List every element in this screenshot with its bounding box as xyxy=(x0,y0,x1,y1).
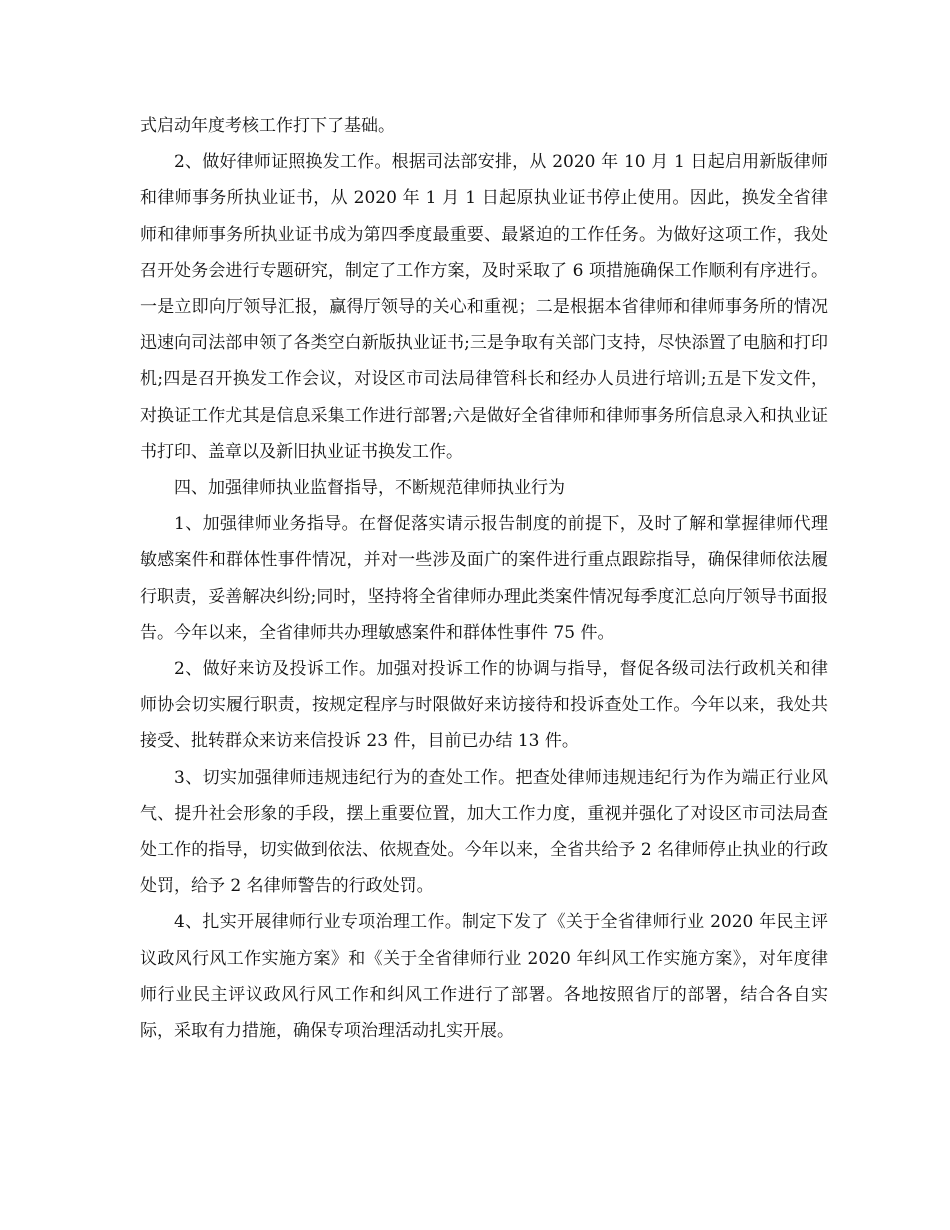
paragraph-license-renewal: 2、做好律师证照换发工作。根据司法部安排，从 2020 年 10 月 1 日起启用新版律师和律师事务所执业证书，从 2020 年 1 月 1 日起原执业证书停止使用。因此，换发全省律师和律师事务所执业证书成为第四季度最重要、最紧迫的工作任务。为做好这项工作，我处召开处务会进行专题研究，制定了工作方案，及时采取了 6 项措施确保工作顺利有序进行。一是立即向厅领导汇报，赢得厅领导的关心和重视；二是根据本省律师和律师事务所的情况迅速向司法部申领了各类空白新版执业证书;三是争取有关部门支持，尽快添置了电脑和打印机;四是召开换发工作会议，对设区市司法局律管科长和经办人员进行培训;五是下发文件，对换证工作尤其是信息采集工作进行部署;六是做好全省律师和律师事务所信息录入和执业证书打印、盖章以及新旧执业证书换发工作。 xyxy=(140,152,828,462)
paragraph-special-governance: 4、扎实开展律师行业专项治理工作。制定下发了《关于全省律师行业 2020 年民主评议政风行风工作实施方案》和《关于全省律师行业 2020 年纠风工作实施方案》，对年度律师行业民主评议政风行风工作和纠风工作进行了部署。各地按照省厅的部署，结合各自实际，采取有力措施，确保专项治理活动扎实开展。 xyxy=(140,912,828,1042)
paragraph-violations: 3、切实加强律师违规违纪行为的查处工作。把查处律师违规违纪行为作为端正行业风气、提升社会形象的手段，摆上重要位置，加大工作力度，重视并强化了对设区市司法局查处工作的指导，切实做到依法、依规查处。今年以来，全省共给予 2 名律师停止执业的行政处罚，给予 2 名律师警告的行政处罚。 xyxy=(140,767,828,897)
paragraph-complaints: 2、做好来访及投诉工作。加强对投诉工作的协调与指导，督促各级司法行政机关和律师协会切实履行职责，按规定程序与时限做好来访接待和投诉查处工作。今年以来，我处共接受、批转群众来访来信投诉 23 件，目前已办结 13 件。 xyxy=(140,659,828,752)
paragraph-business-guidance: 1、加强律师业务指导。在督促落实请示报告制度的前提下，及时了解和掌握律师代理敏感案件和群体性事件情况，并对一些涉及面广的案件进行重点跟踪指导，确保律师依法履行职责，妥善解决纠纷;同时，坚持将全省律师办理此类案件情况每季度汇总向厅领导书面报告。今年以来，全省律师共办理敏感案件和群体性事件 75 件。 xyxy=(140,514,828,643)
document-page xyxy=(140,108,828,1049)
section-heading-supervision: 四、加强律师执业监督指导，不断规范律师执业行为 xyxy=(174,478,565,499)
paragraph-continuation: 式启动年度考核工作打下了基础。 xyxy=(140,116,395,136)
